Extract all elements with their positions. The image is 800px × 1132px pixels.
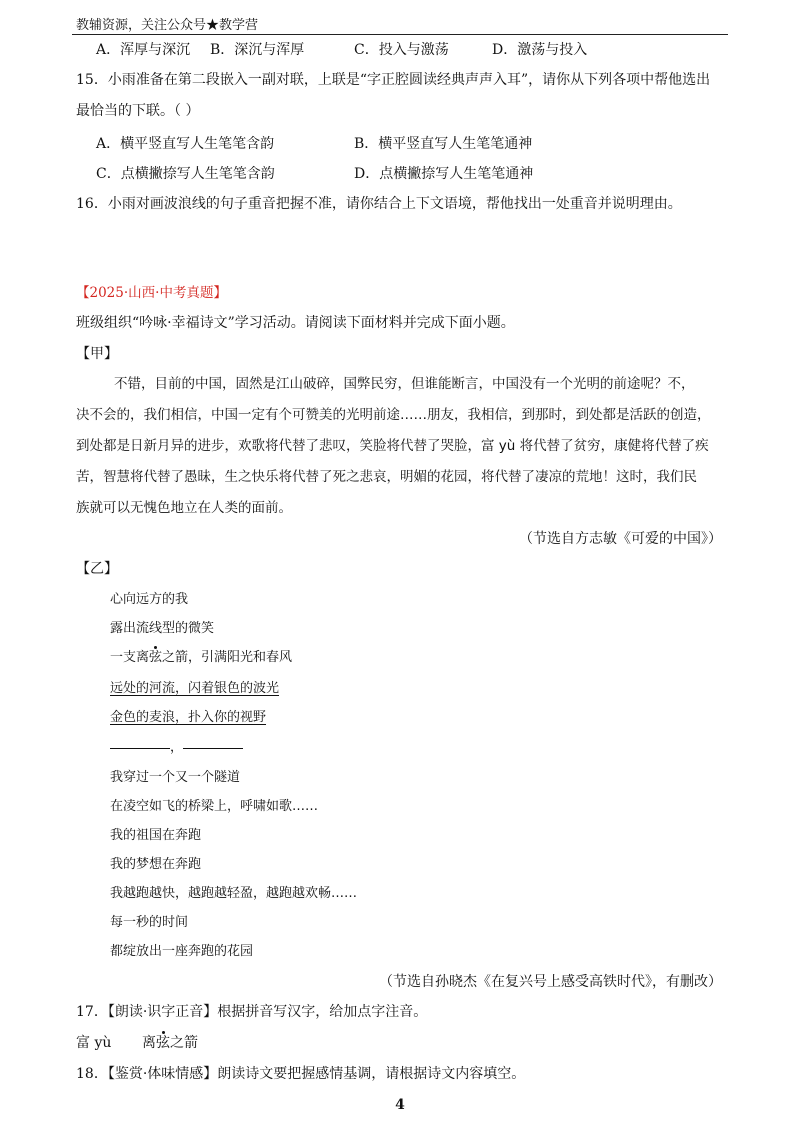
q14-option-d[interactable]: D．激荡与投入 [492,42,588,58]
header-divider [72,34,728,35]
poem-line: 我穿过一个又一个隧道 [110,770,241,785]
passage-jia-line-2: 决不会的，我们相信，中国一定有个可赞美的光明前途……朋友，我相信，到那时，到处都是活跃的创造， [76,407,711,423]
q15-option-d[interactable]: D．点横撇捺写人生笔笔通神 [354,166,534,182]
fill-blank-1[interactable] [110,747,170,749]
poem-blank-line: ， [110,736,243,755]
poem-line-wavy-underlined: 远处的河流，闪着银色的波光 [110,681,280,696]
poem-line: 都绽放出一座奔跑的花园 [110,944,254,959]
poem-line-wavy-underlined: 金色的麦浪，扑入你的视野 [110,710,267,725]
passage-jia-line-4: 苦，智慧将代替了愚昧，生之快乐将代替了死之悲哀，明媚的花园，将代替了凄凉的荒地！这时，我们民 [76,469,697,485]
q14-option-a[interactable]: A．浑厚与深沉 [96,42,191,58]
q15-stem-line2: 最恰当的下联。（ ） [76,103,200,119]
passage-jia-source: （节选自方志敏《可爱的中国》） [519,531,722,547]
poem-line: 我的祖国在奔跑 [110,828,202,843]
poem-line: 每一秒的时间 [110,915,189,930]
passage-yi-label: 【乙】 [76,561,118,577]
poem-line: 我的梦想在奔跑 [110,857,202,872]
page-header: 教辅资源，关注公众号★教学营 [76,18,259,33]
poem-line: 心向远方的我 [110,592,189,607]
fill-blank-2[interactable] [183,747,243,749]
q17-item-pinyin: 富 yù [76,1035,112,1051]
q14-option-b[interactable]: B．深沉与浑厚 [210,42,305,58]
q16-stem: 16．小雨对画波浪线的句子重音把握不准，请你结合上下文语境，帮他找出一处重音并说明理由。 [76,196,682,212]
passage-jia-label: 【甲】 [76,346,118,362]
section-intro: 班级组织“吟咏·幸福诗文”学习活动。请阅读下面材料并完成下面小题。 [76,315,515,331]
q14-option-c[interactable]: C．投入与激荡 [354,42,449,58]
q17-item-dotted-char: 离弦之箭 [142,1035,198,1051]
exam-source-tag: 【2025·山西·中考真题】 [76,285,227,301]
q15-option-a[interactable]: A．横平竖直写人生笔笔含韵 [96,136,275,152]
passage-yi-source: （节选自孙晓杰《在复兴号上感受高铁时代》，有删改） [379,974,722,990]
q18-stem: 18．【鉴赏·体味情感】朗读诗文要把握感情基调，请根据诗文内容填空。 [76,1066,526,1082]
passage-jia-line-5: 族就可以无愧色地立在人类的面前。 [76,500,292,516]
passage-jia-line-1: 不错，目前的中国，固然是江山破碎，国弊民穷，但谁能断言，中国没有一个光明的前途呢？不， [114,376,695,392]
poem-line: 一支离弦之箭，引满阳光和春风 [110,650,293,665]
poem-line: 在凌空如飞的桥梁上，呼啸如歌…… [110,799,319,814]
q15-option-b[interactable]: B．横平竖直写人生笔笔通神 [354,136,533,152]
q15-option-c[interactable]: C．点横撇捺写人生笔笔含韵 [96,166,275,182]
q15-stem-line1: 15．小雨准备在第二段嵌入一副对联，上联是“字正腔圆读经典声声入耳”，请你从下列各项中帮他选出 [76,72,711,88]
poem-line: 我越跑越快，越跑越轻盈，越跑越欢畅…… [110,886,358,901]
emphasis-dot-char: 弦 [149,650,163,665]
page-number: 4 [395,1097,405,1113]
q17-stem: 17．【朗读·识字正音】根据拼音写汉字，给加点字注音。 [76,1004,428,1020]
poem-line: 露出流线型的微笑 [110,621,215,636]
passage-jia-line-3: 到处都是日新月异的进步，欢歌将代替了悲叹，笑脸将代替了哭脸，富 yù 将代替了贫穷，康健将代替了疾 [76,438,709,454]
